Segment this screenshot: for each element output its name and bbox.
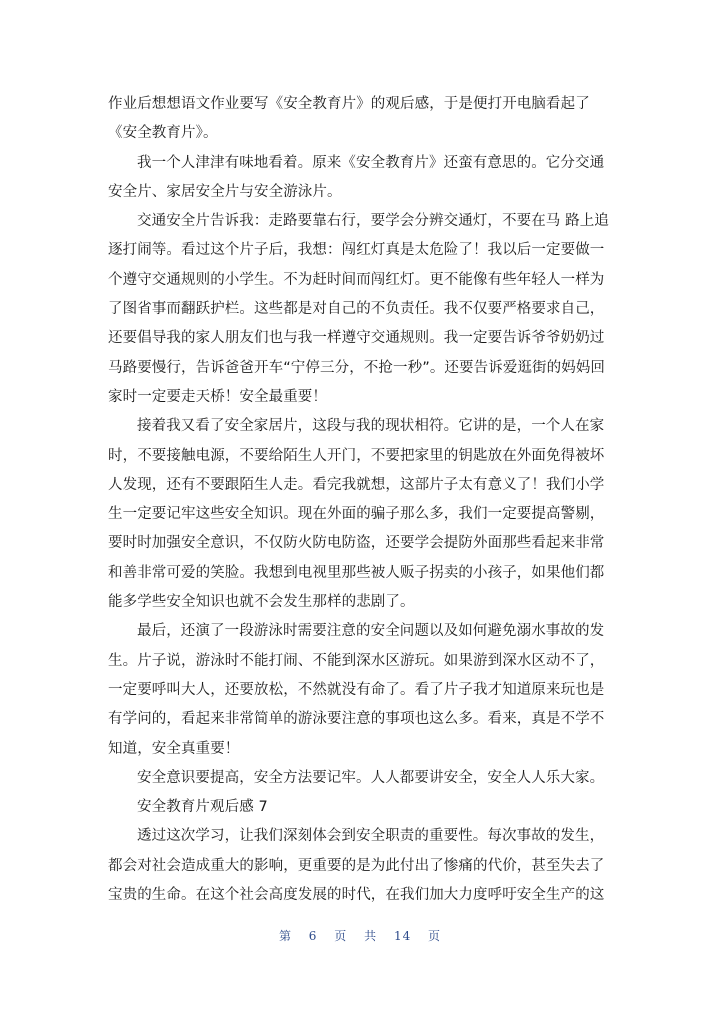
text-line: 安全意识要提高，安全方法要记牢。人人都要讲安全，安全人人乐大家。 bbox=[137, 769, 605, 786]
text-line: 生。片子说，游泳时不能打闹、不能到深水区游玩。如果游到深水区动不了， bbox=[108, 652, 605, 669]
text-line: 能多学些安全知识也就不会发生那样的悲剧了。 bbox=[108, 594, 415, 611]
text-line: 有学问的，看起来非常简单的游泳要注意的事项也这么多。看来，真是不学不 bbox=[108, 711, 605, 728]
section-heading: 安全教育片观后感 7 bbox=[137, 799, 268, 816]
text-line: 一定要呼叫大人，还要放松，不然就没有命了。看了片子我才知道原来玩也是 bbox=[108, 681, 605, 698]
text-line: 了图省事而翻跃护栏。这些都是对自己的不负责任。我不仅要严格要求自己， bbox=[108, 301, 605, 318]
text-line: 安全片、家居安全片与安全游泳片。 bbox=[108, 183, 342, 200]
text-line: 接着我又看了安全家居片，这段与我的现状相符。它讲的是，一个人在家 bbox=[137, 418, 605, 435]
text-line: 交通安全片告诉我：走路要靠右行，要学会分辨交通灯，不要在马 路上追 bbox=[137, 213, 609, 230]
text-line: 都会对社会造成重大的影响，更重要的是为此付出了惨痛的代价，甚至失去了 bbox=[108, 857, 605, 874]
footer-di: 第 bbox=[278, 929, 292, 943]
total-pages: 14 bbox=[393, 929, 412, 943]
page-footer bbox=[0, 927, 720, 944]
text-line: 时，不要接触电源，不要给陌生人开门，不要把家里的钥匙放在外面免得被坏 bbox=[108, 447, 605, 464]
footer-gong: 共 bbox=[364, 929, 378, 943]
text-line: 宝贵的生命。在这个社会高度发展的时代，在我们加大力度呼吁安全生产的这 bbox=[108, 887, 605, 904]
footer-ye: 页 bbox=[334, 929, 348, 943]
text-line: 逐打闹等。看过这个片子后，我想：闯红灯真是太危险了！我以后一定要做一 bbox=[108, 242, 605, 259]
text-line: 还要倡导我的家人朋友们也与我一样遵守交通规则。我一定要告诉爷爷奶奶过 bbox=[108, 330, 605, 347]
footer-ye2: 页 bbox=[428, 929, 442, 943]
text-line: 和善非常可爱的笑脸。我想到电视里那些被人贩子拐卖的小孩子，如果他们都 bbox=[108, 564, 605, 581]
text-line: 《安全教育片》。 bbox=[108, 125, 218, 142]
text-line: 家时一定要走天桥！安全最重要！ bbox=[108, 388, 327, 405]
text-line: 生一定要记牢这些安全知识。现在外面的骗子那么多，我们一定要提高警剔， bbox=[108, 506, 605, 523]
text-line: 个遵守交通规则的小学生。不为赶时间而闯红灯。更不能像有些年轻人一样为 bbox=[108, 271, 605, 288]
text-line: 马路要慢行，告诉爸爸开车“宁停三分，不抢一秒”。还要告诉爱逛街的妈妈回 bbox=[108, 359, 606, 376]
text-line: 知道，安全真重要！ bbox=[108, 740, 240, 757]
text-line: 我一个人津津有味地看着。原来《安全教育片》还蛮有意思的。它分交通 bbox=[137, 154, 605, 171]
page-number: 6 bbox=[308, 929, 318, 943]
text-line: 要时时加强安全意识，不仅防火防电防盗，还要学会提防外面那些看起来非常 bbox=[108, 535, 605, 552]
text-line: 作业后想想语文作业要写《安全教育片》的观后感，于是便打开电脑看起了 bbox=[108, 96, 590, 112]
text-line: 透过这次学习，让我们深刻体会到安全职责的重要性。每次事故的发生， bbox=[137, 828, 605, 845]
text-line: 人发现，还有不要跟陌生人走。看完我就想，这部片子太有意义了！我们小学 bbox=[108, 476, 605, 493]
text-line: 最后，还演了一段游泳时需要注意的安全问题以及如何避免溺水事故的发 bbox=[137, 623, 605, 640]
document-body bbox=[108, 90, 608, 910]
